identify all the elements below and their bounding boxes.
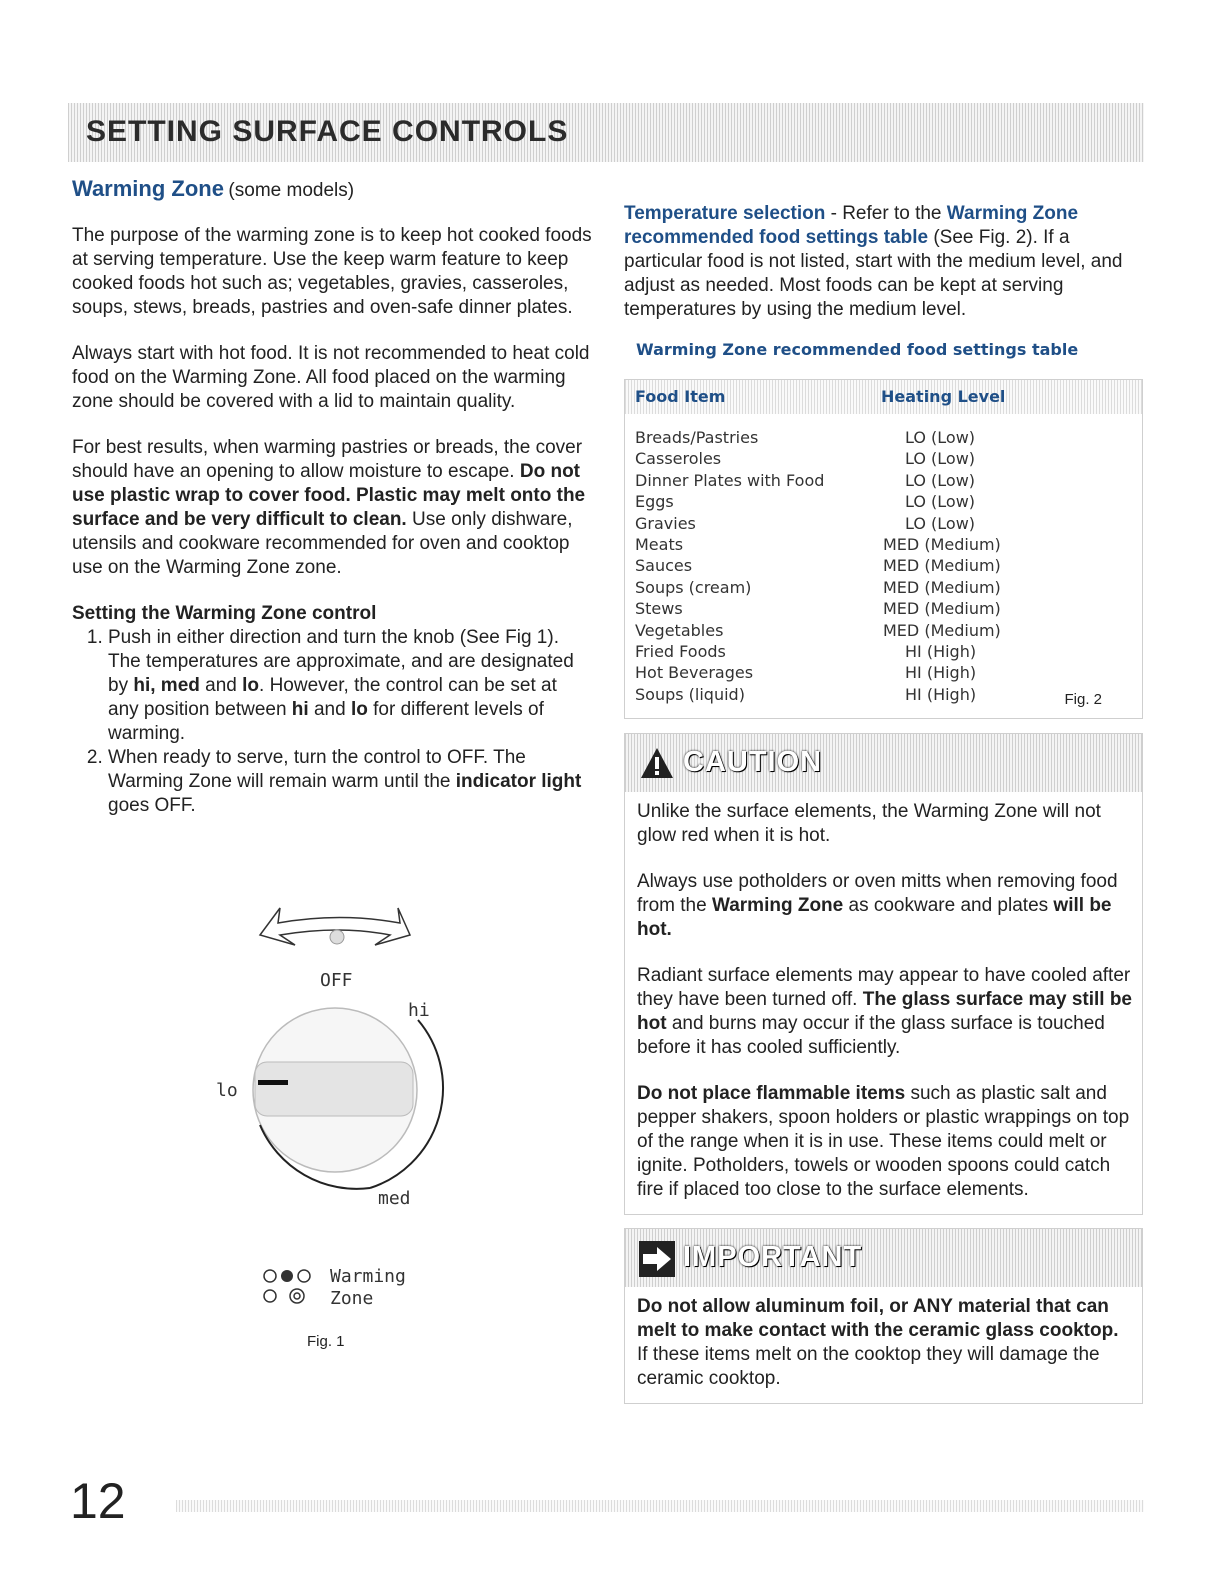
caution-p3-bold: The glass surface may still be hot xyxy=(637,989,1133,1034)
important-text: If these items melt on the cooktop they will damage the ceramic cooktop. xyxy=(637,1344,1100,1389)
caution-p2 xyxy=(637,870,1132,942)
step-1-text-2: . However, the control can be set at any position between xyxy=(108,675,557,720)
paragraph-best-results xyxy=(72,436,592,580)
caution-p2-text-2: as cookware and plates xyxy=(843,895,1054,916)
label-hi: hi xyxy=(408,1000,430,1021)
food-item-cell: Eggs xyxy=(635,492,674,512)
heating-level-cell: HI (High) xyxy=(905,684,977,704)
step-2-text-2: goes OFF. xyxy=(108,795,196,816)
food-item-cell: Soups (cream) xyxy=(635,577,752,597)
step-1-bold-hi: hi xyxy=(291,699,309,720)
zone-circle-icon-2 xyxy=(298,1270,310,1282)
caution-box xyxy=(624,733,1143,1215)
push-indicator-icon xyxy=(330,930,344,944)
important-p1 xyxy=(637,1295,1132,1391)
label-zone: Zone xyxy=(330,1288,374,1309)
table-caption: Warming Zone recommended food settings table xyxy=(636,340,1079,359)
control-steps xyxy=(72,626,592,818)
fig2-caption: Fig. 2 xyxy=(1064,691,1102,708)
best-results-text: For best results, when warming pastries or breads, the cover should have an opening to allow moisture to escape. xyxy=(72,437,583,482)
fig1-knob-diagram xyxy=(200,890,500,1370)
knob-pointer-icon xyxy=(258,1080,288,1085)
food-item-cell: Vegetables xyxy=(635,620,724,640)
warning-triangle-icon xyxy=(639,746,675,780)
food-item-cell: Soups (liquid) xyxy=(635,684,745,704)
heating-level-cell: HI (High) xyxy=(905,663,977,683)
step-2-indicator-light: indicator light xyxy=(455,771,582,792)
temperature-selection-heading: Temperature selection xyxy=(624,203,826,224)
food-item-cell: Sauces xyxy=(635,556,693,576)
table-row xyxy=(635,514,1115,535)
temperature-selection-paragraph xyxy=(624,202,1144,322)
table-row xyxy=(635,621,1115,642)
control-heading: Setting the Warming Zone control xyxy=(72,603,377,624)
knob-grip-icon xyxy=(255,1062,413,1116)
table-row xyxy=(635,492,1115,513)
temp-text-1: - Refer to the xyxy=(825,203,947,224)
table-row xyxy=(635,556,1115,577)
food-settings-table xyxy=(624,379,1143,719)
caution-label: CAUTION xyxy=(683,746,823,778)
food-item-cell: Dinner Plates with Food xyxy=(635,470,825,490)
food-item-cell: Meats xyxy=(635,534,684,554)
table-row xyxy=(635,535,1115,556)
step-1-bold-lo: lo xyxy=(242,675,260,696)
important-label: IMPORTANT xyxy=(683,1241,863,1273)
food-item-cell: Casseroles xyxy=(635,449,722,469)
table-row xyxy=(635,685,1115,706)
important-body xyxy=(625,1287,1142,1403)
table-body xyxy=(635,428,1115,706)
warming-zone-heading xyxy=(72,176,592,202)
important-arrow-icon xyxy=(639,1241,675,1277)
heating-level-cell: MED (Medium) xyxy=(883,620,1001,640)
heating-level-cell: LO (Low) xyxy=(905,492,976,512)
label-off: OFF xyxy=(320,970,353,991)
plastic-wrap-warning: Do not use plastic wrap to cover food. Plastic may melt onto the surface and be very difficult to clean. xyxy=(72,461,586,530)
food-item-cell: Gravies xyxy=(635,513,696,533)
col-heating-level: Heating Level xyxy=(881,387,1006,406)
table-row xyxy=(635,599,1115,620)
heating-level-cell: LO (Low) xyxy=(905,470,976,490)
table-row xyxy=(635,428,1115,449)
food-item-cell: Fried Foods xyxy=(635,641,726,661)
caution-p2-text: Always use potholders or oven mitts when removing food from the xyxy=(637,871,1118,916)
step-2 xyxy=(108,746,592,818)
table-row xyxy=(635,449,1115,470)
warming-zone-subtitle: (some models) xyxy=(228,180,355,201)
caution-p1: Unlike the surface elements, the Warming Zone will not glow red when it is hot. xyxy=(637,801,1101,846)
heating-level-cell: LO (Low) xyxy=(905,449,976,469)
paragraph-hot-food: Always start with hot food. It is not recommended to heat cold food on the Warming Zone. All food placed on the warming zone should be covered with a lid to maintain quality. xyxy=(72,343,590,412)
temp-text-2: (See Fig. 2). If a particular food is not listed, start with the medium level, and adjust as needed. Most foods can be kept at serving temperatures by using the medium level. xyxy=(624,227,1123,320)
table-row xyxy=(635,663,1115,684)
page-number: 12 xyxy=(70,1473,126,1529)
section-header xyxy=(68,103,1144,162)
important-header xyxy=(625,1229,1142,1287)
zone-double-circle-icon xyxy=(290,1289,304,1303)
table-row xyxy=(635,471,1115,492)
caution-p2-bold: Warming Zone xyxy=(711,895,844,916)
table-row xyxy=(635,642,1115,663)
caution-header xyxy=(625,734,1142,792)
label-warming: Warming xyxy=(330,1266,406,1287)
warming-zone-title: Warming Zone xyxy=(72,176,224,201)
table-row xyxy=(635,578,1115,599)
right-column xyxy=(624,202,1144,359)
heating-level-cell: MED (Medium) xyxy=(883,556,1001,576)
zone-filled-circle-icon xyxy=(281,1270,293,1282)
zone-circle-icon-3 xyxy=(264,1290,276,1302)
heating-level-cell: MED (Medium) xyxy=(883,534,1001,554)
food-item-cell: Stews xyxy=(635,599,683,619)
step-1-text: Push in either direction and turn the knob (See Fig 1). The temperatures are approximate, and are designated by xyxy=(108,627,574,696)
zone-circle-icon xyxy=(264,1270,276,1282)
step-1-bold-lo-2: lo xyxy=(350,699,368,720)
paragraph-purpose: The purpose of the warming zone is to keep hot cooked foods at serving temperature. Use the keep warm feature to keep cooked foods hot such as; vegetables, gravies, casseroles, soups, stews, breads, pastries and oven-safe dinner plates. xyxy=(72,225,592,318)
step-2-text: When ready to serve, turn the control to OFF. The Warming Zone will remain warm until the xyxy=(108,747,526,792)
step-1 xyxy=(108,626,592,746)
label-lo: lo xyxy=(216,1080,238,1101)
heating-level-cell: LO (Low) xyxy=(905,513,976,533)
dishware-text: Use only dishware, utensils and cookware recommended for oven and cooktop use on the Warming Zone zone. xyxy=(72,509,573,578)
heating-level-cell: HI (High) xyxy=(905,641,977,661)
food-item-cell: Hot Beverages xyxy=(635,663,754,683)
important-box xyxy=(624,1228,1143,1404)
caution-p2-bold-2: will be hot. xyxy=(637,895,1112,940)
caution-body xyxy=(625,792,1142,1214)
zone-double-circle-inner-icon xyxy=(294,1293,300,1299)
food-item-cell: Breads/Pastries xyxy=(635,428,759,447)
caution-p3-text-2: and burns may occur if the glass surface is touched before it has cooled sufficiently. xyxy=(637,1013,1105,1058)
caution-p4 xyxy=(637,1082,1132,1202)
caution-p3-text: Radiant surface elements may appear to have cooled after they have been turned off. xyxy=(637,965,1131,1010)
heating-level-cell: MED (Medium) xyxy=(883,577,1001,597)
step-1-and-2: and xyxy=(308,699,351,720)
caution-p4-text: such as plastic salt and pepper shakers, spoon holders or plastic wrappings on top of the range when it is in use. These items could melt or ignite. Potholders, towels or wooden spoons could catch fire if placed too close to the surface elements. xyxy=(637,1083,1130,1200)
important-bold-text: Do not allow aluminum foil, or ANY material that can melt to make contact with the ceramic glass cooktop. xyxy=(637,1296,1119,1341)
fig1-caption: Fig. 1 xyxy=(307,1333,345,1350)
caution-p4-bold: Do not place flammable items xyxy=(637,1083,906,1104)
heating-level-cell: MED (Medium) xyxy=(883,599,1001,619)
col-food-item: Food Item xyxy=(635,387,726,406)
table-header xyxy=(625,380,1142,414)
step-1-text-3: for different levels of warming. xyxy=(108,699,544,744)
step-1-bold-hi-med: hi, med xyxy=(133,675,200,696)
step-1-and: and xyxy=(199,675,243,696)
section-title: SETTING SURFACE CONTROLS xyxy=(86,115,569,148)
temp-table-reference: Warming Zone recommended food settings table xyxy=(624,203,1079,248)
caution-p3 xyxy=(637,964,1132,1060)
left-column xyxy=(72,176,592,818)
footer-bar xyxy=(176,1500,1144,1512)
label-med: med xyxy=(378,1188,411,1209)
heating-level-cell: LO (Low) xyxy=(905,428,976,447)
